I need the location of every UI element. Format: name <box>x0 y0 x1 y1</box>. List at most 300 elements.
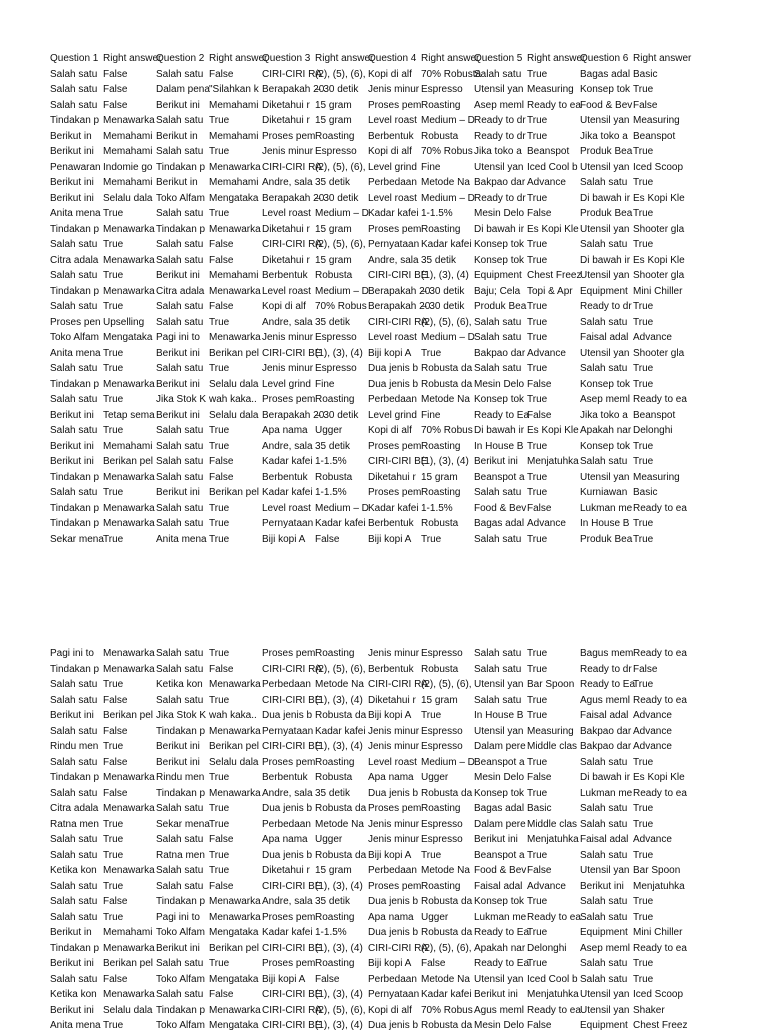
table-cell[interactable]: Roasting <box>315 394 355 405</box>
table-cell[interactable]: Menawarka <box>209 332 261 343</box>
table-cell[interactable]: False <box>527 772 552 783</box>
table-cell[interactable]: 15 gram <box>315 865 352 876</box>
table-cell[interactable]: Di bawah ir <box>580 254 631 266</box>
table-cell[interactable]: Produk Bea <box>474 301 527 312</box>
table-cell[interactable]: True <box>633 84 654 95</box>
table-cell[interactable]: Es Kopi Kle <box>633 192 685 204</box>
table-cell[interactable]: False <box>527 208 552 219</box>
table-cell[interactable]: Right answer <box>209 53 268 64</box>
table-cell[interactable]: Konsep tok <box>580 440 631 452</box>
table-cell[interactable]: True <box>103 741 124 752</box>
table-cell[interactable]: Ready to dr <box>474 115 526 126</box>
table-cell[interactable]: 70% Robus <box>315 301 367 312</box>
table-cell[interactable]: Apakah nar <box>580 425 632 436</box>
table-cell[interactable]: Menawarka <box>103 772 155 783</box>
table-cell[interactable]: Menawarka <box>103 285 155 297</box>
table-cell[interactable]: Roasting <box>421 487 461 498</box>
table-cell[interactable]: Salah satu <box>50 270 98 281</box>
table-cell[interactable]: Measuring <box>633 471 680 483</box>
table-cell[interactable]: True <box>633 533 654 545</box>
table-cell[interactable]: Memahami <box>103 130 153 142</box>
table-cell[interactable]: Citra adala <box>50 803 99 814</box>
table-cell[interactable]: Jika Stok K <box>156 394 207 405</box>
table-cell[interactable]: Tindakan p <box>50 378 100 390</box>
table-cell[interactable]: True <box>633 818 654 830</box>
table-cell[interactable]: CIRI-CIRI RA <box>368 942 428 954</box>
table-cell[interactable]: Kadar kafei <box>315 518 366 529</box>
table-cell[interactable]: Metode Na <box>421 177 470 188</box>
table-cell[interactable]: Ready to Ea <box>474 958 530 969</box>
table-cell[interactable]: Dalam pena <box>156 84 210 95</box>
table-cell[interactable]: Equipment <box>580 1020 628 1031</box>
table-cell[interactable]: Mesin Delo <box>474 208 525 219</box>
table-cell[interactable]: True <box>103 487 124 498</box>
table-cell[interactable]: Beanspot a <box>474 849 525 861</box>
table-cell[interactable]: Berikut in <box>156 177 198 188</box>
table-cell[interactable]: Ketika kon <box>50 989 97 1000</box>
table-cell[interactable]: Kadar kafei <box>262 456 313 467</box>
table-cell[interactable]: Toko Alfam <box>156 1020 205 1031</box>
table-cell[interactable]: (1), (3), (4) <box>315 347 363 359</box>
table-cell[interactable]: Berikut in <box>50 927 92 938</box>
table-cell[interactable]: Menjatuhka <box>527 456 579 467</box>
table-cell[interactable]: CIRI-CIRI BE <box>262 1020 322 1031</box>
table-cell[interactable]: Dua jenis b <box>368 363 419 374</box>
table-cell[interactable]: Roasting <box>315 756 355 768</box>
table-cell[interactable]: Robusta <box>315 270 353 281</box>
table-cell[interactable]: CIRI-CIRI BE <box>262 694 322 706</box>
table-cell[interactable]: Salah satu <box>50 301 98 312</box>
table-cell[interactable]: Proses pem <box>368 223 422 235</box>
table-cell[interactable]: Proses pem <box>368 803 422 814</box>
table-cell[interactable]: (2), (5), (6), <box>315 68 366 80</box>
table-cell[interactable]: Faisal adal <box>580 710 629 721</box>
table-cell[interactable]: Bakpao dar <box>580 741 632 752</box>
table-cell[interactable]: True <box>527 648 548 659</box>
table-cell[interactable]: Advance <box>527 347 566 359</box>
table-cell[interactable]: Berapakah 20 <box>262 409 325 421</box>
table-cell[interactable]: Salah satu <box>580 849 628 861</box>
table-cell[interactable]: Jenis minur <box>368 818 420 830</box>
table-cell[interactable]: Chest Freez <box>633 1020 688 1031</box>
table-cell[interactable]: Menawarka <box>103 942 155 954</box>
table-cell[interactable]: Lukman me <box>580 787 633 799</box>
table-cell[interactable]: Salah satu <box>50 425 98 436</box>
table-cell[interactable]: Biji kopi A <box>368 710 412 721</box>
table-cell[interactable]: Berapakah 20 <box>368 301 431 312</box>
table-cell[interactable]: True <box>421 533 442 545</box>
table-cell[interactable]: Apakah nar <box>474 942 526 954</box>
table-cell[interactable]: True <box>209 425 230 436</box>
table-cell[interactable]: Berikut ini <box>156 347 200 359</box>
table-cell[interactable]: Salah satu <box>156 316 204 328</box>
table-cell[interactable]: True <box>103 363 124 374</box>
table-cell[interactable]: Salah satu <box>580 973 628 985</box>
table-cell[interactable]: True <box>527 363 548 374</box>
table-cell[interactable]: 70% Robusta <box>421 68 482 80</box>
table-cell[interactable]: Apa nama <box>262 425 308 436</box>
table-cell[interactable]: Faisal adal <box>474 880 523 892</box>
table-cell[interactable]: Robusta <box>315 772 353 783</box>
table-cell[interactable]: Right answer <box>315 53 374 64</box>
table-cell[interactable]: False <box>103 99 128 111</box>
table-cell[interactable]: Question 3 <box>262 53 311 64</box>
table-cell[interactable]: Proses pem <box>262 911 316 923</box>
table-cell[interactable]: True <box>633 973 654 985</box>
table-cell[interactable]: True <box>209 363 230 374</box>
table-cell[interactable]: True <box>527 239 548 250</box>
table-cell[interactable]: False <box>103 973 128 985</box>
table-cell[interactable]: Baju; Cela <box>474 285 521 297</box>
table-cell[interactable]: Proses pem <box>262 756 316 768</box>
table-cell[interactable]: True <box>209 818 230 830</box>
table-cell[interactable]: False <box>209 254 234 266</box>
table-cell[interactable]: Salah satu <box>474 694 522 706</box>
table-cell[interactable]: Roasting <box>315 130 355 142</box>
table-cell[interactable]: Right answer <box>633 53 692 64</box>
table-cell[interactable]: Question 4 <box>368 53 417 64</box>
table-cell[interactable]: Tindakan p <box>156 896 206 907</box>
table-cell[interactable]: Utensil yan <box>474 725 524 737</box>
table-cell[interactable]: Utensil yan <box>580 115 630 126</box>
table-cell[interactable]: Konsep tok <box>474 239 525 250</box>
table-cell[interactable]: Berikut ini <box>156 409 200 421</box>
table-cell[interactable]: True <box>209 849 230 861</box>
table-cell[interactable]: (2), (5), (6), <box>421 942 472 954</box>
table-cell[interactable]: Pagi ini to <box>50 648 94 659</box>
table-cell[interactable]: Dua jenis b <box>368 1020 419 1031</box>
table-cell[interactable]: Berikut ini <box>50 440 94 452</box>
table-cell[interactable]: Salah satu <box>474 363 522 374</box>
table-cell[interactable]: Robusta da <box>421 378 473 390</box>
table-cell[interactable]: Proses pem <box>368 440 422 452</box>
table-cell[interactable]: True <box>527 68 548 80</box>
table-cell[interactable]: Beanspot <box>633 130 676 142</box>
table-cell[interactable]: True <box>633 849 654 861</box>
table-cell[interactable]: Bar Spoon <box>527 679 575 690</box>
table-cell[interactable]: Dua jenis b <box>262 710 313 721</box>
table-cell[interactable]: False <box>315 533 340 545</box>
table-cell[interactable]: True <box>633 518 654 529</box>
table-cell[interactable]: Memahami <box>103 440 153 452</box>
table-cell[interactable]: 1-1.5% <box>315 456 347 467</box>
table-cell[interactable]: Berbentuk <box>368 130 414 142</box>
table-cell[interactable]: False <box>421 958 446 969</box>
table-cell[interactable]: Equipment <box>580 927 628 938</box>
table-cell[interactable]: (2), (5), (6), <box>315 239 366 250</box>
table-cell[interactable]: Salah satu <box>580 803 628 814</box>
table-cell[interactable]: Berikut ini <box>50 192 94 204</box>
table-cell[interactable]: Andre, sala <box>262 787 313 799</box>
table-cell[interactable]: Menawarka <box>103 663 155 675</box>
table-cell[interactable]: True <box>633 679 654 690</box>
table-cell[interactable]: True <box>421 849 442 861</box>
table-cell[interactable]: Memahami <box>209 270 259 281</box>
table-cell[interactable]: Advance <box>633 741 672 752</box>
table-cell[interactable]: (1), (3), (4) <box>315 880 363 892</box>
table-cell[interactable]: Menawarka <box>103 518 155 529</box>
table-cell[interactable]: Menawarka <box>209 285 261 297</box>
table-cell[interactable]: Apa nama <box>368 911 414 923</box>
table-cell[interactable]: True <box>633 378 654 390</box>
table-cell[interactable]: Salah satu <box>156 803 204 814</box>
table-cell[interactable]: Apa nama <box>262 834 308 845</box>
table-cell[interactable]: (2), (5), (6), <box>315 161 366 173</box>
table-cell[interactable]: True <box>527 533 548 545</box>
table-cell[interactable]: Mesin Delo <box>474 378 525 390</box>
table-cell[interactable]: Proses pem <box>262 958 316 969</box>
table-cell[interactable]: False <box>527 1020 552 1031</box>
table-cell[interactable]: Salah satu <box>50 973 98 985</box>
table-cell[interactable]: True <box>209 865 230 876</box>
table-cell[interactable]: True <box>527 710 548 721</box>
table-cell[interactable]: True <box>633 363 654 374</box>
table-cell[interactable]: Ratna men <box>156 849 205 861</box>
table-cell[interactable]: Menawarka <box>103 989 155 1000</box>
table-cell[interactable]: True <box>633 208 654 219</box>
table-cell[interactable]: Berbentuk <box>262 772 308 783</box>
table-cell[interactable]: Bakpao dar <box>474 177 526 188</box>
table-cell[interactable]: True <box>209 208 230 219</box>
table-cell[interactable]: CIRI-CIRI RA <box>262 1004 322 1016</box>
table-cell[interactable]: 1-1.5% <box>421 208 453 219</box>
table-cell[interactable]: Roasting <box>315 958 355 969</box>
table-cell[interactable]: Agus meml <box>580 694 631 706</box>
table-cell[interactable]: CIRI-CIRI RA <box>262 663 322 675</box>
table-cell[interactable]: Berikut ini <box>156 270 200 281</box>
table-cell[interactable]: True <box>209 518 230 529</box>
table-cell[interactable]: Salah satu <box>156 880 204 892</box>
table-cell[interactable]: Berikut ini <box>50 409 94 421</box>
table-cell[interactable]: True <box>633 440 654 452</box>
table-cell[interactable]: – 30 detik <box>315 84 359 95</box>
table-cell[interactable]: Kopi di alf <box>368 68 412 80</box>
table-cell[interactable]: Berikan pel <box>209 347 260 359</box>
table-cell[interactable]: Upselling <box>103 316 145 328</box>
table-cell[interactable]: Salah satu <box>474 332 522 343</box>
table-cell[interactable]: Tindakan p <box>50 223 100 235</box>
table-cell[interactable]: Salah satu <box>156 502 204 514</box>
table-cell[interactable]: True <box>527 332 548 343</box>
table-cell[interactable]: 35 detik <box>315 896 351 907</box>
table-cell[interactable]: Salah satu <box>156 865 204 876</box>
table-cell[interactable]: True <box>633 239 654 250</box>
table-cell[interactable]: Berikan pel <box>209 487 260 498</box>
table-cell[interactable]: Memahami <box>209 177 259 188</box>
table-cell[interactable]: Mini Chiller <box>633 927 683 938</box>
table-cell[interactable]: (1), (3), (4) <box>421 456 469 467</box>
table-cell[interactable]: Ready to Ea <box>474 927 530 938</box>
table-cell[interactable]: Perbedaan <box>368 177 417 188</box>
table-cell[interactable]: Jenis minur <box>368 725 420 737</box>
table-cell[interactable]: Utensil yan <box>474 679 524 690</box>
table-cell[interactable]: Jenis minur <box>262 146 314 157</box>
table-cell[interactable]: Konsep tok <box>474 787 525 799</box>
table-cell[interactable]: Salah satu <box>156 440 204 452</box>
table-cell[interactable]: Faisal adal <box>580 332 629 343</box>
table-cell[interactable]: Lukman me <box>474 911 527 923</box>
table-cell[interactable]: Question 5 <box>474 53 523 64</box>
table-cell[interactable]: False <box>315 973 340 985</box>
table-cell[interactable]: Bagus mem <box>580 648 634 659</box>
table-cell[interactable]: Dalam pere <box>474 741 526 752</box>
table-cell[interactable]: Perbedaan <box>368 865 417 876</box>
table-cell[interactable]: Memahami <box>103 927 153 938</box>
table-cell[interactable]: Penawaran <box>50 161 101 173</box>
table-cell[interactable]: Tindakan p <box>50 502 100 514</box>
table-cell[interactable]: Ready to ea <box>633 694 687 706</box>
table-cell[interactable]: Ready to ea <box>633 942 687 954</box>
table-cell[interactable]: Menjatuhka <box>527 834 579 845</box>
table-cell[interactable]: (1), (3), (4) <box>315 1020 363 1031</box>
table-cell[interactable]: Tindakan p <box>156 161 206 173</box>
table-cell[interactable]: Jika Stok K <box>156 710 207 721</box>
table-cell[interactable]: Menjatuhka <box>527 989 579 1000</box>
table-cell[interactable]: Robusta <box>421 518 459 529</box>
table-cell[interactable]: Berikut ini <box>156 487 200 498</box>
table-cell[interactable]: Delonghi <box>527 942 567 954</box>
table-cell[interactable]: Konsep tok <box>474 254 525 266</box>
table-cell[interactable]: Sekar mena <box>50 533 104 545</box>
table-cell[interactable]: 15 gram <box>421 471 458 483</box>
table-cell[interactable]: Middle clas <box>527 818 578 830</box>
table-cell[interactable]: Rindu men <box>50 741 99 752</box>
table-cell[interactable]: wah kaka.. <box>209 710 257 721</box>
table-cell[interactable]: Tindakan p <box>50 115 100 126</box>
table-cell[interactable]: Faisal adal <box>580 834 629 845</box>
table-cell[interactable]: 1-1.5% <box>421 502 453 514</box>
table-cell[interactable]: True <box>527 849 548 861</box>
table-cell[interactable]: CIRI-CIRI BE <box>262 942 322 954</box>
table-cell[interactable]: Right answer <box>421 53 480 64</box>
table-cell[interactable]: Di bawah ir <box>474 223 525 235</box>
table-cell[interactable]: Ketika kon <box>156 679 203 690</box>
table-cell[interactable]: Berikut ini <box>50 177 94 188</box>
table-cell[interactable]: Salah satu <box>156 115 204 126</box>
table-cell[interactable]: Salah satu <box>156 301 204 312</box>
table-cell[interactable]: Salah satu <box>580 177 628 188</box>
table-cell[interactable]: Metode Na <box>315 818 364 830</box>
table-cell[interactable]: Jenis minur <box>368 84 420 95</box>
table-cell[interactable]: Salah satu <box>50 84 98 95</box>
table-cell[interactable]: True <box>527 254 548 266</box>
table-cell[interactable]: Metode Na <box>421 865 470 876</box>
table-cell[interactable]: False <box>527 409 552 421</box>
table-cell[interactable]: True <box>527 958 548 969</box>
table-cell[interactable]: Equipment <box>580 285 628 297</box>
table-cell[interactable]: Berikut ini <box>50 1004 94 1016</box>
table-cell[interactable]: Ready to dr <box>580 301 632 312</box>
table-cell[interactable]: Beanspot <box>527 146 570 157</box>
table-cell[interactable]: Proses pem <box>368 99 422 111</box>
table-cell[interactable]: True <box>209 803 230 814</box>
table-cell[interactable]: Utensil yan <box>474 84 524 95</box>
table-cell[interactable]: Shooter gla <box>633 347 685 359</box>
table-cell[interactable]: True <box>209 115 230 126</box>
table-cell[interactable]: True <box>633 316 654 328</box>
table-cell[interactable]: Biji kopi A <box>262 973 306 985</box>
table-cell[interactable]: Tindakan p <box>156 787 206 799</box>
table-cell[interactable]: False <box>103 787 128 799</box>
table-cell[interactable]: Kadar kafei <box>368 502 419 514</box>
table-cell[interactable]: True <box>209 440 230 452</box>
table-cell[interactable]: Basic <box>633 68 658 80</box>
table-cell[interactable]: Memahami <box>209 130 259 142</box>
table-cell[interactable]: False <box>209 239 234 250</box>
table-cell[interactable]: Pernyataan <box>262 518 314 529</box>
table-cell[interactable]: Salah satu <box>156 425 204 436</box>
table-cell[interactable]: True <box>633 146 654 157</box>
table-cell[interactable]: Espresso <box>421 834 463 845</box>
table-cell[interactable]: Berikut ini <box>156 756 200 768</box>
table-cell[interactable]: Salah satu <box>50 68 98 80</box>
table-cell[interactable]: Espresso <box>421 648 463 659</box>
table-cell[interactable]: Utensil yan <box>474 973 524 985</box>
table-cell[interactable]: Dua jenis b <box>368 896 419 907</box>
table-cell[interactable]: Right answer <box>527 53 586 64</box>
table-cell[interactable]: True <box>527 440 548 452</box>
table-cell[interactable]: Utensil yan <box>580 865 630 876</box>
table-cell[interactable]: Berikan pel <box>209 942 260 954</box>
table-cell[interactable]: Pagi ini to <box>156 911 200 923</box>
table-cell[interactable]: – 30 detik <box>421 301 465 312</box>
table-cell[interactable]: (1), (3), (4) <box>315 694 363 706</box>
table-cell[interactable]: Kopi di alf <box>368 146 412 157</box>
table-cell[interactable]: Salah satu <box>156 239 204 250</box>
table-cell[interactable]: Iced Cool b <box>527 161 578 173</box>
table-cell[interactable]: Konsep tok <box>474 394 525 405</box>
table-cell[interactable]: Proses pen <box>50 316 101 328</box>
table-cell[interactable]: Menawarka <box>103 502 155 514</box>
table-cell[interactable]: True <box>103 301 124 312</box>
table-cell[interactable]: Berikut ini <box>156 741 200 752</box>
table-cell[interactable]: Level roast <box>368 115 417 126</box>
table-cell[interactable]: Tindakan p <box>50 942 100 954</box>
table-cell[interactable]: Berikut ini <box>580 880 624 892</box>
table-cell[interactable]: Kadar kafei <box>262 927 313 938</box>
table-cell[interactable]: 70% Robus <box>421 425 473 436</box>
table-cell[interactable]: Level roast <box>262 285 311 297</box>
table-cell[interactable]: Espresso <box>421 818 463 830</box>
table-cell[interactable]: True <box>103 425 124 436</box>
table-cell[interactable]: Berikut ini <box>50 146 94 157</box>
table-cell[interactable]: Fine <box>315 378 335 390</box>
table-cell[interactable]: Salah satu <box>50 911 98 923</box>
table-cell[interactable]: Andre, sala <box>262 896 313 907</box>
table-cell[interactable]: Measuring <box>527 725 574 737</box>
table-cell[interactable]: Diketahui r <box>368 694 416 706</box>
table-cell[interactable]: True <box>103 834 124 845</box>
table-cell[interactable]: Tindakan p <box>50 772 100 783</box>
table-cell[interactable]: Salah satu <box>156 518 204 529</box>
table-cell[interactable]: CIRI-CIRI BE <box>262 880 322 892</box>
table-cell[interactable]: Salah satu <box>156 68 204 80</box>
table-cell[interactable]: Selalu dala <box>103 1004 153 1016</box>
table-cell[interactable]: Bagas adal <box>580 68 631 80</box>
table-cell[interactable]: Apa nama <box>368 772 414 783</box>
table-cell[interactable]: Biji kopi A <box>368 347 412 359</box>
table-cell[interactable]: Beanspot a <box>474 471 525 483</box>
table-cell[interactable]: Shooter gla <box>633 270 685 281</box>
table-cell[interactable]: Anita mena <box>156 533 207 545</box>
table-cell[interactable]: Salah satu <box>580 239 628 250</box>
table-cell[interactable]: (1), (3), (4) <box>421 270 469 281</box>
table-cell[interactable]: Mesin Delo <box>474 1020 525 1031</box>
table-cell[interactable]: Berikut in <box>156 130 198 142</box>
table-cell[interactable]: Salah satu <box>50 694 98 706</box>
table-cell[interactable]: Delonghi <box>633 425 673 436</box>
table-cell[interactable]: True <box>633 301 654 312</box>
